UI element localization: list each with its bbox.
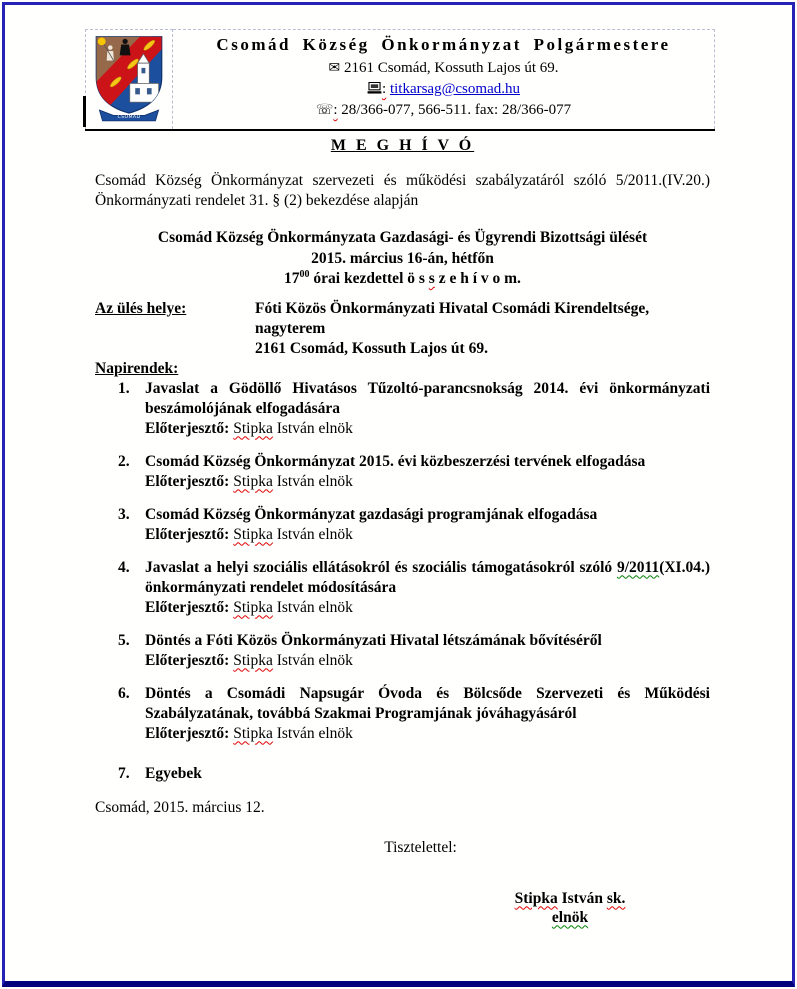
convocation-line-3: $17^{00}$ órai kezdettel ö s s z e h í v o m.	[284, 268, 521, 287]
agenda-item-4: 4. Javaslat a helyi szociális ellátásokról és szociális támogatásokról szóló 9/2011(XI.04.) önkormányzati rendelet módosítására Előterjesztő: Stipka István elnök	[118, 558, 710, 616]
phone-separator: :	[333, 102, 338, 118]
date-line: Csomád, 2015. március 12.	[95, 798, 265, 816]
time-superscript: 00	[299, 268, 310, 280]
misspelled-letter: s	[428, 270, 435, 287]
document-title: M E G H Í V Ó	[330, 137, 475, 154]
agenda-item-7: 7. Egyebek	[95, 764, 710, 784]
presenter-line: Előterjesztő: Stipka István elnök	[145, 651, 353, 669]
phone-icon: ☏	[315, 102, 334, 118]
coat-of-arms-label: CSOMÁD	[117, 115, 141, 121]
letterhead-text	[173, 29, 715, 129]
intro-paragraph: Csomád Község Önkormányzat szervezeti és működési szabályzatáról szóló 5/2011.(IV.20.) Önkormányzati rendelet 31. § (2) bekezdése alapján	[95, 172, 710, 209]
convocation-line-1: Csomád Község Önkormányzata Gazdasági- és Ügyrendi Bizottsági ülését	[157, 229, 648, 246]
closing-line: Tisztelettel:	[384, 838, 457, 856]
coat-of-arms-icon	[90, 32, 168, 124]
agenda-heading: Napirendek:	[95, 359, 179, 377]
org-title: Csomád Község Önkormányzat Polgármestere	[216, 35, 671, 54]
venue-details	[255, 299, 710, 359]
phone-line	[173, 100, 714, 121]
computer-icon	[367, 82, 382, 94]
email-link[interactable]: titkarsag@csomad.hu	[389, 81, 520, 97]
agenda-item-6: 6. Döntés a Csomádi Napsugár Óvoda és Bölcsőde Szervezeti és Működési Szabályzatának, továbbá Szakmai Programjának jóváhagyásáról Előterjesztő: Stipka István elnök	[118, 684, 710, 742]
text-cursor-mark	[83, 96, 86, 127]
venue-block	[95, 299, 710, 359]
document-body	[95, 136, 710, 927]
address-text: 2161 Csomád, Kossuth Lajos út 69.	[343, 60, 559, 76]
agenda-item-5: 5. Döntés a Fóti Közös Önkormányzati Hivatal létszámának bővítéséről Előterjesztő: Stipka István elnök	[95, 631, 710, 671]
convocation-line-2: 2015. március 16-án, hétfőn	[311, 249, 494, 267]
agenda-item-1: 1. Javaslat a Gödöllő Hivatásos Tűzoltó-parancsnokság 2014. évi önkormányzati beszámolójának elfogadására Előterjesztő: Stipka István elnök	[118, 379, 710, 437]
grammar-marked-text: 9/2011	[616, 558, 660, 576]
agenda-item-3: 3. Csomád Község Önkormányzat gazdasági programjának elfogadása Előterjesztő: Stipka István elnök	[95, 505, 710, 545]
letterhead	[85, 29, 715, 131]
venue-line-3: 2161 Csomád, Kossuth Lajos út 69.	[255, 339, 488, 357]
address-line	[173, 58, 714, 79]
venue-label: Az ülés helye:	[95, 299, 187, 317]
envelope-icon: ✉	[328, 60, 341, 76]
agenda-item-title: Döntés a Fóti Közös Önkormányzati Hivatal létszámának bővítéséről	[145, 631, 602, 649]
signature-role: elnök	[551, 908, 589, 926]
email-separator: :	[382, 81, 387, 97]
presenter-line: Előterjesztő: Stipka István elnök	[145, 598, 353, 616]
signature-name: Stipka István sk.	[514, 889, 626, 907]
agenda-item-title: Csomád Község Önkormányzat 2015. évi közbeszerzési tervének elfogadása	[145, 452, 646, 470]
presenter-line: Előterjesztő: Stipka István elnök	[145, 472, 353, 490]
agenda-item-2: 2. Csomád Község Önkormányzat 2015. évi közbeszerzési tervének elfogadása Előterjesztő: Stipka István elnök	[95, 452, 710, 492]
presenter-line: Előterjesztő: Stipka István elnök	[145, 724, 353, 742]
convocation-block	[95, 228, 710, 290]
presenter-line: Előterjesztő: Stipka István elnök	[145, 419, 353, 437]
email-line	[173, 79, 714, 100]
venue-line-2: nagyterem	[255, 319, 326, 337]
phone-text: 28/366-077, 566-511. fax: 28/366-077	[341, 102, 572, 118]
venue-line-1: Fóti Közös Önkormányzati Hivatal Csomádi Kirendeltsége,	[255, 299, 650, 317]
agenda-item-title: Javaslat a Gödöllő Hivatásos Tűzoltó-parancsnokság 2014. évi önkormányzati beszámolójának elfogadására	[145, 379, 710, 417]
presenter-line: Előterjesztő: Stipka István elnök	[145, 525, 353, 543]
agenda-item-title: Döntés a Csomádi Napsugár Óvoda és Bölcsőde Szervezeti és Működési Szabályzatának, továbbá Szakmai Programjának jóváhagyásáról	[145, 684, 710, 722]
signature-block	[470, 889, 670, 927]
coat-of-arms-cell	[85, 29, 173, 129]
agenda-item-title: Egyebek	[145, 764, 202, 782]
agenda-item-title: Javaslat a helyi szociális ellátásokról és szociális támogatásokról szóló 9/2011(XI.04.) önkormányzati rendelet módosítására	[145, 558, 710, 596]
agenda-item-title: Csomád Község Önkormányzat gazdasági programjának elfogadása	[145, 505, 598, 523]
